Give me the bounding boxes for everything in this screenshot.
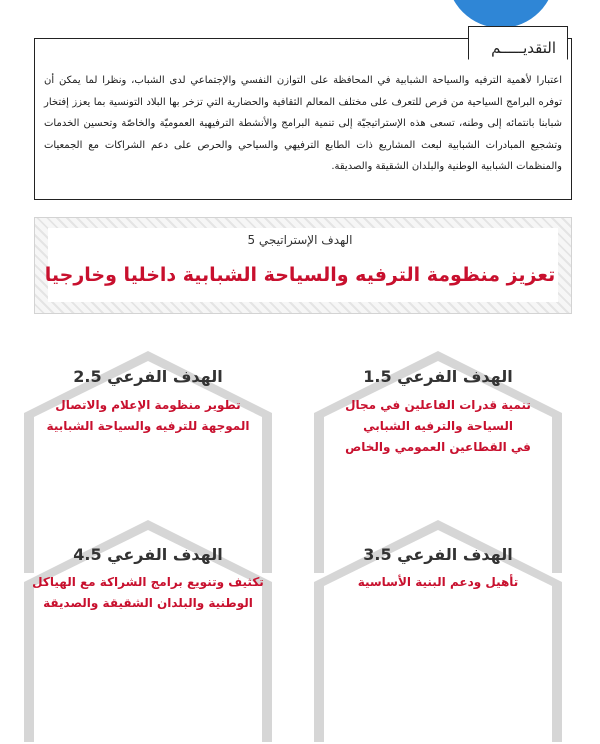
sub-goal-line: السياحة والترفيه الشبابي (363, 419, 513, 433)
sub-goal-card-4-5 (12, 514, 284, 744)
sub-goal-line: تأهيل ودعم البنية الأساسية (357, 575, 519, 589)
sub-goal-line: تكثيف وتنويع برامج الشراكة مع الهياكل (32, 575, 264, 589)
sub-goal-text (316, 572, 560, 593)
sub-goal-text (316, 395, 560, 458)
sub-goal-text (26, 572, 270, 614)
strategic-goal-label: الهدف الإستراتيجي 5 (247, 233, 353, 247)
sub-goal-line: الوطنية والبلدان الشقيقة والصديقة (43, 596, 253, 610)
decorative-circle (447, 0, 555, 28)
sub-goal-title: الهدف الفرعي 2.5 (73, 367, 223, 386)
intro-paragraph: اعتبارا لأهمية الترفيه والسياحة الشبابية في المحافظة على التوازن النفسي والإجتماعي لدى الشباب، ونظرا لما يمكن أن توفره البرامج السياحية من فرص للتعرف على مختلف المعالم الثقافية والحضارية التي تزخر بها البلاد التونسية بما يعزز إفتخار شبابنا بانتمائه إلى وطنه، تسعى هذه الإستراتيجيّة إلى تنمية البرامج والأنشطة الترفيهية العموميّة والخاصّة وتحسين الخدمات وتشجيع المبادرات الشبابية لبعث المشاريع ذات الطابع الترفيهي والسياحي والحرص على دعم الشراكات مع الجمعيات والمنظمات الشبابية الوطنية والبلدان الشقيقة والصديقة. (44, 75, 562, 172)
sub-goal-card-3-5 (302, 514, 574, 744)
sub-goal-text (26, 395, 270, 437)
sub-goal-line: تطوير منظومة الإعلام والاتصال (55, 398, 241, 412)
sub-goal-line: الموجهة للترفيه والسياحة الشبابية (46, 419, 250, 433)
sub-goal-title: الهدف الفرعي 3.5 (363, 545, 513, 564)
sub-goal-title: الهدف الفرعي 4.5 (73, 545, 223, 564)
sub-goal-title: الهدف الفرعي 1.5 (363, 367, 513, 386)
strategic-goal-text: تعزيز منظومة الترفيه والسياحة الشبابية داخليا وخارجيا (44, 264, 556, 286)
sub-goal-line: تنمية قدرات الفاعلين في مجال (345, 398, 531, 412)
sub-goal-line: في القطاعين العمومي والخاص (345, 440, 531, 454)
intro-title: التقديـــــم (491, 39, 556, 57)
